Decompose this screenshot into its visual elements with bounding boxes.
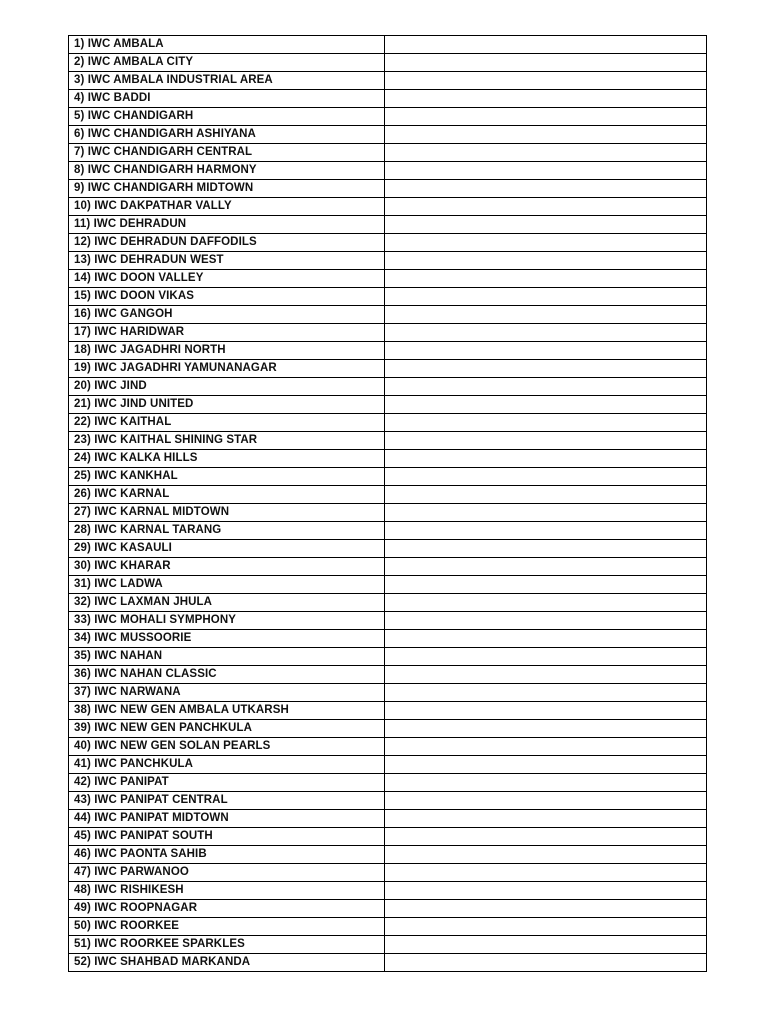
blank-cell (385, 90, 707, 108)
table-row (69, 468, 707, 486)
club-name-cell: 22) IWC KAITHAL (69, 414, 385, 432)
club-name-cell: 38) IWC NEW GEN AMBALA UTKARSH (69, 702, 385, 720)
club-name-cell: 15) IWC DOON VIKAS (69, 288, 385, 306)
club-name-cell: 34) IWC MUSSOORIE (69, 630, 385, 648)
table-row (69, 144, 707, 162)
table-row (69, 828, 707, 846)
blank-cell (385, 630, 707, 648)
blank-cell (385, 702, 707, 720)
blank-cell (385, 594, 707, 612)
blank-cell (385, 234, 707, 252)
table-row (69, 288, 707, 306)
table-row (69, 630, 707, 648)
club-name-cell: 49) IWC ROOPNAGAR (69, 900, 385, 918)
club-name-cell: 32) IWC LAXMAN JHULA (69, 594, 385, 612)
club-name-cell: 13) IWC DEHRADUN WEST (69, 252, 385, 270)
club-name-cell: 46) IWC PAONTA SAHIB (69, 846, 385, 864)
blank-cell (385, 720, 707, 738)
table-row (69, 936, 707, 954)
blank-cell (385, 306, 707, 324)
blank-cell (385, 504, 707, 522)
table-row (69, 612, 707, 630)
table-row (69, 360, 707, 378)
blank-cell (385, 774, 707, 792)
club-name-cell: 37) IWC NARWANA (69, 684, 385, 702)
blank-cell (385, 684, 707, 702)
blank-cell (385, 54, 707, 72)
club-name-cell: 6) IWC CHANDIGARH ASHIYANA (69, 126, 385, 144)
blank-cell (385, 342, 707, 360)
club-name-cell: 28) IWC KARNAL TARANG (69, 522, 385, 540)
blank-cell (385, 882, 707, 900)
table-row (69, 954, 707, 972)
club-name-cell: 52) IWC SHAHBAD MARKANDA (69, 954, 385, 972)
club-list-table (68, 35, 707, 972)
blank-cell (385, 378, 707, 396)
club-name-cell: 10) IWC DAKPATHAR VALLY (69, 198, 385, 216)
club-name-cell: 14) IWC DOON VALLEY (69, 270, 385, 288)
club-name-cell: 42) IWC PANIPAT (69, 774, 385, 792)
table-row (69, 234, 707, 252)
blank-cell (385, 414, 707, 432)
club-list-body (69, 36, 707, 972)
table-row (69, 396, 707, 414)
club-name-cell: 27) IWC KARNAL MIDTOWN (69, 504, 385, 522)
table-row (69, 702, 707, 720)
blank-cell (385, 918, 707, 936)
table-row (69, 54, 707, 72)
table-row (69, 252, 707, 270)
club-name-cell: 23) IWC KAITHAL SHINING STAR (69, 432, 385, 450)
blank-cell (385, 324, 707, 342)
blank-cell (385, 360, 707, 378)
club-name-cell: 25) IWC KANKHAL (69, 468, 385, 486)
blank-cell (385, 648, 707, 666)
blank-cell (385, 936, 707, 954)
club-name-cell: 8) IWC CHANDIGARH HARMONY (69, 162, 385, 180)
club-name-cell: 36) IWC NAHAN CLASSIC (69, 666, 385, 684)
table-row (69, 738, 707, 756)
table-row (69, 648, 707, 666)
club-name-cell: 18) IWC JAGADHRI NORTH (69, 342, 385, 360)
club-name-cell: 11) IWC DEHRADUN (69, 216, 385, 234)
blank-cell (385, 288, 707, 306)
table-row (69, 522, 707, 540)
blank-cell (385, 216, 707, 234)
club-name-cell: 20) IWC JIND (69, 378, 385, 396)
blank-cell (385, 522, 707, 540)
club-name-cell: 50) IWC ROORKEE (69, 918, 385, 936)
club-name-cell: 12) IWC DEHRADUN DAFFODILS (69, 234, 385, 252)
club-name-cell: 17) IWC HARIDWAR (69, 324, 385, 342)
club-name-cell: 40) IWC NEW GEN SOLAN PEARLS (69, 738, 385, 756)
blank-cell (385, 954, 707, 972)
table-row (69, 72, 707, 90)
blank-cell (385, 738, 707, 756)
club-name-cell: 7) IWC CHANDIGARH CENTRAL (69, 144, 385, 162)
table-row (69, 162, 707, 180)
table-row (69, 108, 707, 126)
blank-cell (385, 666, 707, 684)
table-row (69, 882, 707, 900)
club-name-cell: 21) IWC JIND UNITED (69, 396, 385, 414)
blank-cell (385, 900, 707, 918)
blank-cell (385, 252, 707, 270)
blank-cell (385, 126, 707, 144)
table-row (69, 918, 707, 936)
blank-cell (385, 270, 707, 288)
club-name-cell: 26) IWC KARNAL (69, 486, 385, 504)
club-name-cell: 48) IWC RISHIKESH (69, 882, 385, 900)
table-row (69, 36, 707, 54)
club-name-cell: 47) IWC PARWANOO (69, 864, 385, 882)
table-row (69, 846, 707, 864)
blank-cell (385, 450, 707, 468)
table-row (69, 432, 707, 450)
table-row (69, 900, 707, 918)
table-row (69, 774, 707, 792)
club-name-cell: 44) IWC PANIPAT MIDTOWN (69, 810, 385, 828)
blank-cell (385, 198, 707, 216)
table-row (69, 324, 707, 342)
blank-cell (385, 72, 707, 90)
blank-cell (385, 144, 707, 162)
table-row (69, 720, 707, 738)
club-name-cell: 19) IWC JAGADHRI YAMUNANAGAR (69, 360, 385, 378)
club-name-cell: 9) IWC CHANDIGARH MIDTOWN (69, 180, 385, 198)
table-row (69, 450, 707, 468)
club-name-cell: 39) IWC NEW GEN PANCHKULA (69, 720, 385, 738)
club-name-cell: 24) IWC KALKA HILLS (69, 450, 385, 468)
table-row (69, 810, 707, 828)
blank-cell (385, 828, 707, 846)
club-name-cell: 35) IWC NAHAN (69, 648, 385, 666)
table-row (69, 180, 707, 198)
blank-cell (385, 540, 707, 558)
table-row (69, 684, 707, 702)
blank-cell (385, 432, 707, 450)
table-row (69, 342, 707, 360)
club-name-cell: 31) IWC LADWA (69, 576, 385, 594)
club-name-cell: 1) IWC AMBALA (69, 36, 385, 54)
table-row (69, 756, 707, 774)
blank-cell (385, 558, 707, 576)
table-row (69, 306, 707, 324)
blank-cell (385, 756, 707, 774)
table-row (69, 792, 707, 810)
table-row (69, 378, 707, 396)
table-row (69, 558, 707, 576)
club-name-cell: 3) IWC AMBALA INDUSTRIAL AREA (69, 72, 385, 90)
table-row (69, 486, 707, 504)
blank-cell (385, 108, 707, 126)
blank-cell (385, 810, 707, 828)
table-row (69, 594, 707, 612)
blank-cell (385, 612, 707, 630)
blank-cell (385, 864, 707, 882)
blank-cell (385, 576, 707, 594)
club-name-cell: 30) IWC KHARAR (69, 558, 385, 576)
table-row (69, 666, 707, 684)
blank-cell (385, 162, 707, 180)
table-row (69, 504, 707, 522)
table-row (69, 540, 707, 558)
table-row (69, 90, 707, 108)
club-name-cell: 16) IWC GANGOH (69, 306, 385, 324)
table-row (69, 270, 707, 288)
table-row (69, 126, 707, 144)
table-row (69, 864, 707, 882)
blank-cell (385, 396, 707, 414)
table-row (69, 576, 707, 594)
club-name-cell: 51) IWC ROORKEE SPARKLES (69, 936, 385, 954)
blank-cell (385, 36, 707, 54)
blank-cell (385, 792, 707, 810)
blank-cell (385, 180, 707, 198)
club-name-cell: 33) IWC MOHALI SYMPHONY (69, 612, 385, 630)
table-row (69, 414, 707, 432)
club-name-cell: 29) IWC KASAULI (69, 540, 385, 558)
club-name-cell: 2) IWC AMBALA CITY (69, 54, 385, 72)
club-name-cell: 41) IWC PANCHKULA (69, 756, 385, 774)
club-name-cell: 43) IWC PANIPAT CENTRAL (69, 792, 385, 810)
club-name-cell: 45) IWC PANIPAT SOUTH (69, 828, 385, 846)
club-name-cell: 4) IWC BADDI (69, 90, 385, 108)
blank-cell (385, 846, 707, 864)
table-row (69, 216, 707, 234)
blank-cell (385, 468, 707, 486)
club-name-cell: 5) IWC CHANDIGARH (69, 108, 385, 126)
table-row (69, 198, 707, 216)
blank-cell (385, 486, 707, 504)
